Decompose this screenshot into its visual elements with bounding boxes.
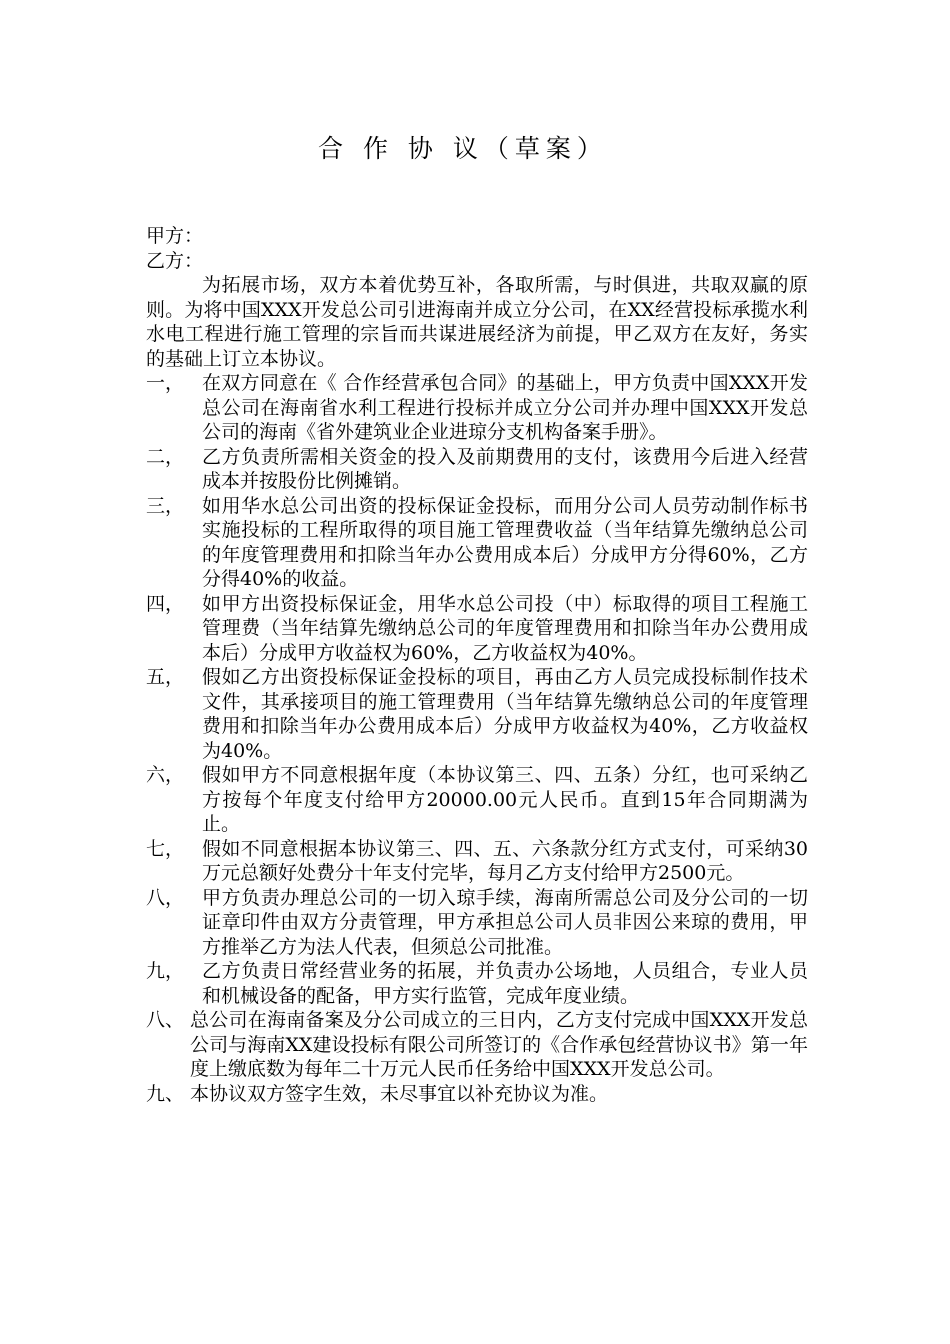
document-title: 合 作 协 议（草案）	[318, 134, 608, 163]
clause-3	[146, 494, 808, 592]
clause-text: 甲方负责办理总公司的一切入琼手续，海南所需总公司及分公司的一切证章印件由双方分责管理，甲方承担总公司人员非因公来琼的费用，甲方推举乙方为法人代表，但须总公司批准。	[202, 886, 808, 958]
clause-number: 八、	[146, 1009, 185, 1031]
party-b-label: 乙方：	[146, 249, 204, 272]
clause-number: 六，	[146, 764, 185, 786]
clause-7	[146, 837, 808, 886]
clause-text: 假如乙方出资投标保证金投标的项目，再由乙方人员完成投标制作技术文件，其承接项目的施工管理费用（当年结算先缴纳总公司的年度管理费用和扣除当年办公费用成本后）分成甲方收益权为40%，乙方收益权为40%。	[202, 666, 808, 762]
clause-text: 乙方负责日常经营业务的拓展，并负责办公场地，人员组合，专业人员和机械设备的配备，甲方实行监管，完成年度业绩。	[202, 960, 808, 1007]
clause-5	[146, 665, 808, 763]
clause-text: 在双方同意在《 合作经营承包合同》的基础上，甲方负责中国XXX开发总公司在海南省水利工程进行投标并成立分公司并办理中国XXX开发总公司的海南《省外建筑业企业进琼分支机构备案手册》。	[202, 372, 808, 443]
clause-text: 总公司在海南备案及分公司成立的三日内，乙方支付完成中国XXX开发总公司与海南XX建设投标有限公司所签订的《合作承包经营协议书》第一年度上缴底数为每年二十万元人民币任务给中国XXX开发总公司。	[190, 1009, 808, 1080]
clause-number: 三，	[146, 494, 185, 517]
clause-8	[146, 886, 808, 960]
clause-text: 假如甲方不同意根据年度（本协议第三、四、五条）分红，也可采纳乙方按每个年度支付给甲方20000.00元人民币。直到15年合同期满为止。	[202, 764, 808, 835]
clause-11	[146, 1082, 808, 1107]
clause-10	[146, 1008, 808, 1082]
clause-number: 一，	[146, 372, 185, 394]
clause-4	[146, 592, 808, 666]
clause-number: 四，	[146, 592, 185, 615]
clause-number: 九，	[146, 960, 185, 982]
clause-number: 九、	[146, 1082, 185, 1105]
clause-number: 七，	[146, 837, 185, 860]
clause-number: 五，	[146, 666, 185, 688]
document-body	[146, 224, 808, 1106]
clause-number: 八，	[146, 886, 185, 909]
clause-6	[146, 763, 808, 837]
clause-number: 二，	[146, 445, 185, 468]
clause-2	[146, 445, 808, 494]
intro-paragraph: 为拓展市场，双方本着优势互补，各取所需，与时俱进，共取双赢的原则。为将中国XXX开发总公司引进海南并成立分公司，在XX经营投标承揽水利水电工程进行施工管理的宗旨而共谋进展经济为前提，甲乙双方在友好，务实的基础上订立本协议。	[146, 274, 808, 370]
clause-9	[146, 959, 808, 1008]
clause-text: 如用华水总公司出资的投标保证金投标，而用分公司人员劳动制作标书实施投标的工程所取得的项目施工管理费收益（当年结算先缴纳总公司的年度管理费用和扣除当年办公费用成本后）分成甲方分得60%，乙方分得40%的收益。	[202, 494, 808, 590]
clause-1	[146, 371, 808, 445]
clause-text: 如甲方出资投标保证金，用华水总公司投（中）标取得的项目工程施工管理费（当年结算先缴纳总公司的年度管理费用和扣除当年办公费用成本后）分成甲方收益权为60%，乙方收益权为40%。	[202, 592, 808, 664]
clause-text: 假如不同意根据本协议第三、四、五、六条款分红方式支付，可采纳30万元总额好处费分十年支付完毕，每月乙方支付给甲方2500元。	[202, 837, 808, 884]
clause-text: 乙方负责所需相关资金的投入及前期费用的支付，该费用今后进入经营成本并按股份比例摊销。	[202, 445, 808, 492]
party-a-label: 甲方：	[146, 225, 204, 247]
clause-text: 本协议双方签字生效，未尽事宜以补充协议为准。	[190, 1082, 609, 1105]
